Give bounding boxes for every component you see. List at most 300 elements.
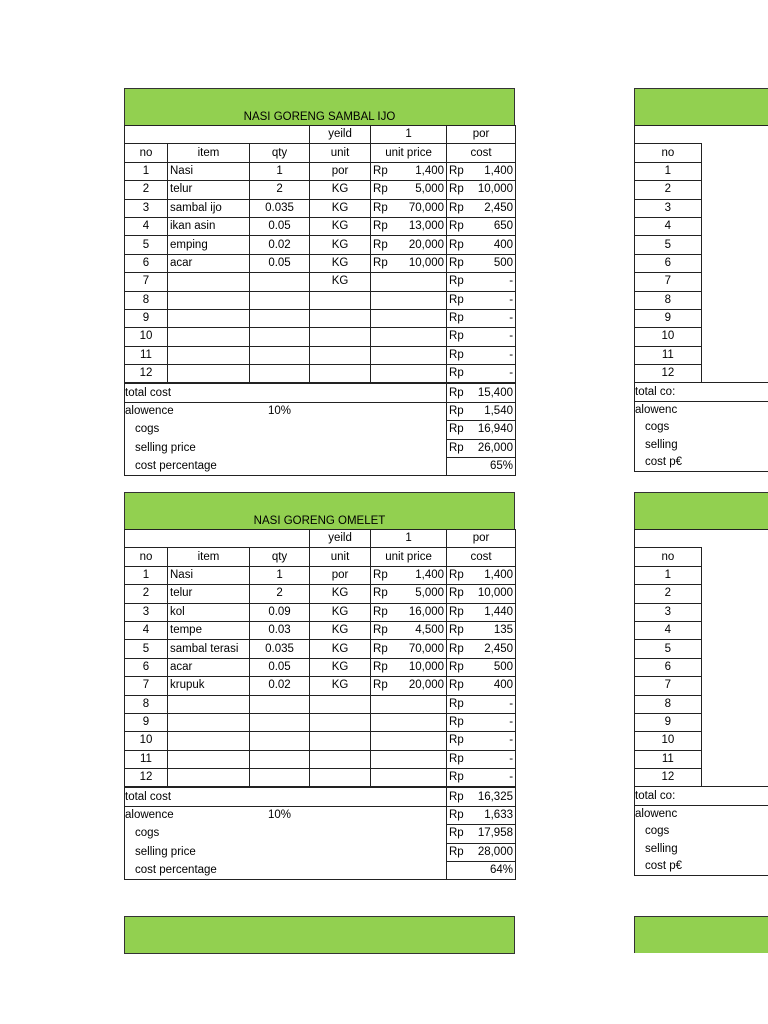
row-no[interactable]: 5 (635, 236, 702, 254)
col-header-cost: cost (447, 144, 516, 162)
cost-cell[interactable] (447, 273, 516, 291)
qty-cell[interactable] (250, 346, 310, 364)
row-no[interactable]: 8 (125, 291, 168, 309)
cost-cell[interactable] (447, 162, 516, 180)
cost-cell[interactable] (447, 181, 516, 199)
table-row (635, 291, 768, 309)
currency-label: Rp (449, 348, 464, 361)
cost-percentage-value[interactable]: 64% (447, 862, 516, 880)
cost-cell[interactable] (447, 640, 516, 658)
unit-cell[interactable]: KG (310, 585, 371, 603)
currency-label: Rp (449, 568, 464, 581)
col-header-no: no (635, 548, 702, 566)
row-no[interactable]: 3 (125, 603, 168, 621)
selling-price-label: selling price (125, 843, 250, 861)
unit-cell[interactable] (310, 695, 371, 713)
table-row (635, 236, 768, 254)
table-row (635, 162, 768, 180)
unit-price-cell[interactable] (371, 328, 447, 346)
yield-label: yeild (310, 126, 371, 144)
unit-cell[interactable] (310, 309, 371, 327)
unit-cell[interactable]: KG (310, 677, 371, 695)
row-no[interactable]: 12 (635, 365, 702, 383)
table-row (125, 346, 516, 364)
qty-cell[interactable]: 0.035 (250, 640, 310, 658)
sheet-banner (634, 88, 768, 125)
item-cell[interactable] (168, 769, 250, 787)
table-row (125, 732, 516, 750)
unit-price-cell[interactable] (371, 236, 447, 254)
currency-label: Rp (373, 587, 388, 600)
cost-value: 2,450 (484, 642, 514, 655)
cost-cell[interactable] (447, 603, 516, 621)
selling-price-value: 28,000 (477, 845, 513, 858)
qty-cell[interactable]: 0.02 (250, 236, 310, 254)
currency-label: Rp (449, 275, 464, 288)
col-header-unit-price: unit price (371, 548, 447, 566)
row-no[interactable]: 1 (635, 162, 702, 180)
cost-value: 500 (493, 256, 514, 269)
unit-price-value: 4,500 (415, 624, 445, 637)
item-cell[interactable]: Nasi (168, 566, 250, 584)
unit-price-cell[interactable] (371, 732, 447, 750)
cost-value: 135 (493, 624, 514, 637)
qty-cell[interactable]: 0.03 (250, 621, 310, 639)
unit-price-cell[interactable] (371, 181, 447, 199)
item-cell[interactable] (168, 291, 250, 309)
cost-value: 1,400 (484, 568, 514, 581)
allowance-pct[interactable]: 10% (267, 809, 292, 822)
currency-label: Rp (449, 256, 464, 269)
unit-price-value: 10,000 (408, 660, 445, 673)
unit-price-cell[interactable] (371, 695, 447, 713)
item-cell[interactable]: kol (168, 603, 250, 621)
unit-price-cell[interactable] (371, 621, 447, 639)
cost-value: 10,000 (477, 183, 514, 196)
unit-cell[interactable] (310, 365, 371, 383)
item-cell[interactable] (168, 713, 250, 731)
unit-price-value: 5,000 (415, 587, 445, 600)
row-no[interactable]: 9 (635, 309, 702, 327)
qty-cell[interactable] (250, 713, 310, 731)
sheet-title-banner (124, 88, 515, 125)
item-cell[interactable]: Nasi (168, 162, 250, 180)
cost-percentage-value[interactable]: 65% (447, 458, 516, 476)
col-header-no: no (635, 144, 702, 162)
row-no[interactable]: 2 (125, 181, 168, 199)
row-no[interactable]: 11 (125, 750, 168, 768)
selling-price-value: 26,000 (477, 441, 513, 454)
row-no[interactable]: 5 (125, 236, 168, 254)
currency-label: Rp (373, 256, 388, 269)
qty-cell[interactable]: 0.02 (250, 677, 310, 695)
item-cell[interactable] (168, 695, 250, 713)
qty-cell[interactable] (250, 750, 310, 768)
table-row (635, 640, 768, 658)
total-cost[interactable] (447, 788, 516, 806)
currency-label: Rp (449, 790, 464, 803)
row-no[interactable]: 3 (635, 603, 702, 621)
unit-price-cell[interactable] (371, 640, 447, 658)
row-no[interactable]: 2 (125, 585, 168, 603)
unit-cell[interactable]: KG (310, 236, 371, 254)
cost-cell[interactable] (447, 365, 516, 383)
col-header-unit-price: unit price (371, 144, 447, 162)
cost-cell[interactable] (447, 585, 516, 603)
summary-label: alowenc (635, 401, 768, 419)
qty-cell[interactable] (250, 769, 310, 787)
unit-price-value: 1,400 (415, 568, 445, 581)
cost-cell[interactable] (447, 199, 516, 217)
unit-price-cell[interactable] (371, 658, 447, 676)
unit-price-cell[interactable] (371, 291, 447, 309)
row-no[interactable]: 10 (635, 732, 702, 750)
yield-value: 1 (371, 530, 447, 548)
partial-sheet-bottom-right (634, 916, 768, 953)
allowance-label: alowence (125, 402, 250, 420)
unit-cell[interactable]: KG (310, 640, 371, 658)
qty-cell[interactable] (250, 328, 310, 346)
currency-label: Rp (373, 568, 388, 581)
unit-price-cell[interactable] (371, 217, 447, 235)
allowance[interactable] (447, 402, 516, 420)
table-row (125, 254, 516, 272)
table-row (125, 769, 516, 787)
unit-price-cell[interactable] (371, 603, 447, 621)
unit-cell[interactable]: KG (310, 254, 371, 272)
qty-cell[interactable] (250, 291, 310, 309)
unit-cell[interactable] (310, 346, 371, 364)
row-no[interactable]: 3 (635, 199, 702, 217)
table-row (635, 346, 768, 364)
unit-cell[interactable]: KG (310, 199, 371, 217)
currency-label: Rp (449, 405, 464, 418)
total-cost-label: total cost (125, 788, 250, 806)
allowance-pct[interactable]: 10% (267, 405, 292, 418)
unit-price-value: 5,000 (415, 183, 445, 196)
table-row (635, 769, 768, 787)
cost-value: 500 (493, 660, 514, 673)
unit-cell[interactable]: KG (310, 217, 371, 235)
qty-cell[interactable] (250, 695, 310, 713)
currency-label: Rp (373, 624, 388, 637)
selling-price[interactable] (447, 843, 516, 861)
table-row (125, 677, 516, 695)
yield-row (125, 530, 516, 548)
allowance-value: 1,633 (484, 809, 513, 822)
col-header-item: item (168, 548, 250, 566)
row-no[interactable]: 12 (125, 769, 168, 787)
row-no[interactable]: 7 (125, 273, 168, 291)
cost-cell[interactable] (447, 677, 516, 695)
row-no[interactable]: 5 (635, 640, 702, 658)
qty-cell[interactable] (250, 365, 310, 383)
recipe-title: NASI GORENG SAMBAL IJO (243, 111, 396, 123)
currency-label: Rp (373, 201, 388, 214)
row-no[interactable]: 12 (125, 365, 168, 383)
row-no[interactable]: 11 (635, 750, 702, 768)
currency-label: Rp (449, 642, 464, 655)
row-no[interactable]: 4 (635, 217, 702, 235)
unit-price-cell[interactable] (371, 750, 447, 768)
unit-price-value: 10,000 (408, 256, 445, 269)
currency-label: Rp (449, 330, 464, 343)
item-cell[interactable] (168, 365, 250, 383)
item-cell[interactable]: acar (168, 658, 250, 676)
item-cell[interactable]: tempe (168, 621, 250, 639)
row-no[interactable]: 2 (635, 181, 702, 199)
row-no[interactable]: 6 (125, 658, 168, 676)
qty-cell[interactable]: 2 (250, 181, 310, 199)
unit-cell[interactable] (310, 713, 371, 731)
table-row (125, 217, 516, 235)
allowance[interactable] (447, 806, 516, 824)
cost-cell[interactable] (447, 658, 516, 676)
table-row (125, 273, 516, 291)
cost-value: - (509, 367, 514, 380)
unit-cell[interactable]: KG (310, 181, 371, 199)
item-cell[interactable] (168, 273, 250, 291)
currency-label: Rp (449, 827, 464, 840)
row-no[interactable]: 10 (635, 328, 702, 346)
unit-cell[interactable]: por (310, 162, 371, 180)
unit-cell[interactable]: KG (310, 658, 371, 676)
cogs[interactable] (447, 421, 516, 439)
table-row (125, 199, 516, 217)
row-no[interactable]: 12 (635, 769, 702, 787)
row-no[interactable]: 7 (635, 677, 702, 695)
row-no[interactable]: 9 (635, 713, 702, 731)
unit-price-cell[interactable] (371, 254, 447, 272)
total-cost[interactable] (447, 384, 516, 402)
total-cost-value: 16,325 (477, 790, 513, 803)
unit-price-cell[interactable] (371, 365, 447, 383)
cost-cell[interactable] (447, 750, 516, 768)
qty-cell[interactable]: 0.035 (250, 199, 310, 217)
cost-value: - (509, 716, 514, 729)
item-cell[interactable] (168, 346, 250, 364)
currency-label: Rp (449, 386, 464, 399)
unit-price-value: 20,000 (408, 679, 445, 692)
row-no[interactable]: 7 (125, 677, 168, 695)
cost-value: 400 (493, 679, 514, 692)
item-cell[interactable]: sambal ijo (168, 199, 250, 217)
partial-table (634, 125, 768, 472)
unit-price-cell[interactable] (371, 566, 447, 584)
item-cell[interactable] (168, 732, 250, 750)
unit-cell[interactable] (310, 291, 371, 309)
currency-label: Rp (449, 679, 464, 692)
item-cell[interactable]: ikan asin (168, 217, 250, 235)
cost-cell[interactable] (447, 346, 516, 364)
cost-cell[interactable] (447, 695, 516, 713)
unit-cell[interactable]: KG (310, 273, 371, 291)
row-no[interactable]: 2 (635, 585, 702, 603)
item-cell[interactable]: acar (168, 254, 250, 272)
col-header-unit: unit (310, 144, 371, 162)
selling-price[interactable] (447, 439, 516, 457)
row-no[interactable]: 1 (125, 162, 168, 180)
costing-sheet-sambal-ijo (124, 88, 515, 476)
row-no[interactable]: 1 (125, 566, 168, 584)
table-row (125, 658, 516, 676)
unit-cell[interactable] (310, 769, 371, 787)
row-no[interactable]: 4 (635, 621, 702, 639)
cost-cell[interactable] (447, 566, 516, 584)
item-cell[interactable]: emping (168, 236, 250, 254)
qty-cell[interactable]: 1 (250, 162, 310, 180)
currency-label: Rp (373, 220, 388, 233)
table-row (635, 658, 768, 676)
selling-price-label: selling price (125, 439, 250, 457)
unit-cell[interactable] (310, 750, 371, 768)
unit-price-value: 13,000 (408, 220, 445, 233)
cost-value: - (509, 348, 514, 361)
qty-cell[interactable]: 0.05 (250, 217, 310, 235)
qty-cell[interactable] (250, 309, 310, 327)
qty-cell[interactable]: 0.09 (250, 603, 310, 621)
yield-row (125, 126, 516, 144)
cost-value: - (509, 312, 514, 325)
cogs-value: 17,958 (477, 827, 513, 840)
currency-label: Rp (449, 293, 464, 306)
total-cost-value: 15,400 (477, 386, 513, 399)
qty-cell[interactable]: 2 (250, 585, 310, 603)
table-row (125, 291, 516, 309)
row-no[interactable]: 9 (125, 309, 168, 327)
summary-label: cogs (635, 823, 768, 840)
cost-cell[interactable] (447, 291, 516, 309)
row-no[interactable]: 11 (125, 346, 168, 364)
cost-value: - (509, 275, 514, 288)
row-no[interactable]: 6 (125, 254, 168, 272)
unit-price-cell[interactable] (371, 677, 447, 695)
item-cell[interactable] (168, 750, 250, 768)
item-cell[interactable]: telur (168, 181, 250, 199)
item-cell[interactable]: telur (168, 585, 250, 603)
row-no[interactable]: 8 (125, 695, 168, 713)
unit-price-cell[interactable] (371, 199, 447, 217)
row-no[interactable]: 8 (635, 291, 702, 309)
cost-cell[interactable] (447, 236, 516, 254)
cost-cell[interactable] (447, 621, 516, 639)
qty-cell[interactable]: 1 (250, 566, 310, 584)
sheet-banner (634, 492, 768, 529)
row-no[interactable]: 6 (635, 658, 702, 676)
cost-percentage-label: cost percentage (125, 862, 310, 880)
row-no[interactable]: 9 (125, 713, 168, 731)
currency-label: Rp (373, 642, 388, 655)
table-row (125, 603, 516, 621)
unit-price-cell[interactable] (371, 713, 447, 731)
allowance-value: 1,540 (484, 405, 513, 418)
table-row (125, 695, 516, 713)
qty-cell[interactable]: 0.05 (250, 254, 310, 272)
unit-price-cell[interactable] (371, 769, 447, 787)
unit-cell[interactable]: por (310, 566, 371, 584)
qty-cell[interactable] (250, 273, 310, 291)
table-row (635, 621, 768, 639)
unit-price-cell[interactable] (371, 346, 447, 364)
currency-label: Rp (449, 164, 464, 177)
row-no[interactable]: 10 (125, 732, 168, 750)
row-no[interactable]: 8 (635, 695, 702, 713)
row-no[interactable]: 4 (125, 217, 168, 235)
cost-value: - (509, 771, 514, 784)
row-no[interactable]: 6 (635, 254, 702, 272)
cost-value: - (509, 697, 514, 710)
row-no[interactable]: 3 (125, 199, 168, 217)
table-row (125, 566, 516, 584)
row-no[interactable]: 10 (125, 328, 168, 346)
summary-table (124, 787, 516, 880)
yield-label: yeild (310, 530, 371, 548)
item-cell[interactable] (168, 328, 250, 346)
cost-cell[interactable] (447, 732, 516, 750)
row-no[interactable]: 4 (125, 621, 168, 639)
cost-cell[interactable] (447, 217, 516, 235)
summary-table (124, 383, 516, 476)
cost-value: - (509, 293, 514, 306)
table-row (635, 365, 768, 383)
cost-cell[interactable] (447, 309, 516, 327)
unit-cell[interactable]: KG (310, 621, 371, 639)
unit-cell[interactable]: KG (310, 603, 371, 621)
cogs[interactable] (447, 825, 516, 843)
currency-label: Rp (373, 679, 388, 692)
unit-price-cell[interactable] (371, 309, 447, 327)
row-no[interactable]: 11 (635, 346, 702, 364)
currency-label: Rp (449, 312, 464, 325)
qty-cell[interactable]: 0.05 (250, 658, 310, 676)
table-row (125, 365, 516, 383)
currency-label: Rp (449, 716, 464, 729)
table-row (125, 309, 516, 327)
summary-label: total co: (635, 383, 768, 401)
cost-cell[interactable] (447, 713, 516, 731)
unit-price-cell[interactable] (371, 273, 447, 291)
currency-label: Rp (449, 845, 464, 858)
qty-cell[interactable] (250, 732, 310, 750)
cost-cell[interactable] (447, 328, 516, 346)
summary-label: selling (635, 437, 768, 454)
item-cell[interactable]: sambal terasi (168, 640, 250, 658)
cost-cell[interactable] (447, 254, 516, 272)
unit-cell[interactable] (310, 732, 371, 750)
currency-label: Rp (373, 605, 388, 618)
unit-price-cell[interactable] (371, 585, 447, 603)
table-row (635, 181, 768, 199)
item-cell[interactable] (168, 309, 250, 327)
table-row (125, 750, 516, 768)
partial-sheet-top-right (634, 88, 768, 472)
table-row (635, 273, 768, 291)
table-row (635, 199, 768, 217)
sheet-banner (634, 916, 768, 953)
costing-sheet-omelet (124, 492, 515, 880)
cost-cell[interactable] (447, 769, 516, 787)
row-no[interactable]: 5 (125, 640, 168, 658)
unit-cell[interactable] (310, 328, 371, 346)
unit-price-cell[interactable] (371, 162, 447, 180)
row-no[interactable]: 1 (635, 566, 702, 584)
table-row (635, 603, 768, 621)
cost-value: - (509, 734, 514, 747)
col-header-qty: qty (250, 144, 310, 162)
recipe-table (124, 125, 516, 383)
item-cell[interactable]: krupuk (168, 677, 250, 695)
row-no[interactable]: 7 (635, 273, 702, 291)
